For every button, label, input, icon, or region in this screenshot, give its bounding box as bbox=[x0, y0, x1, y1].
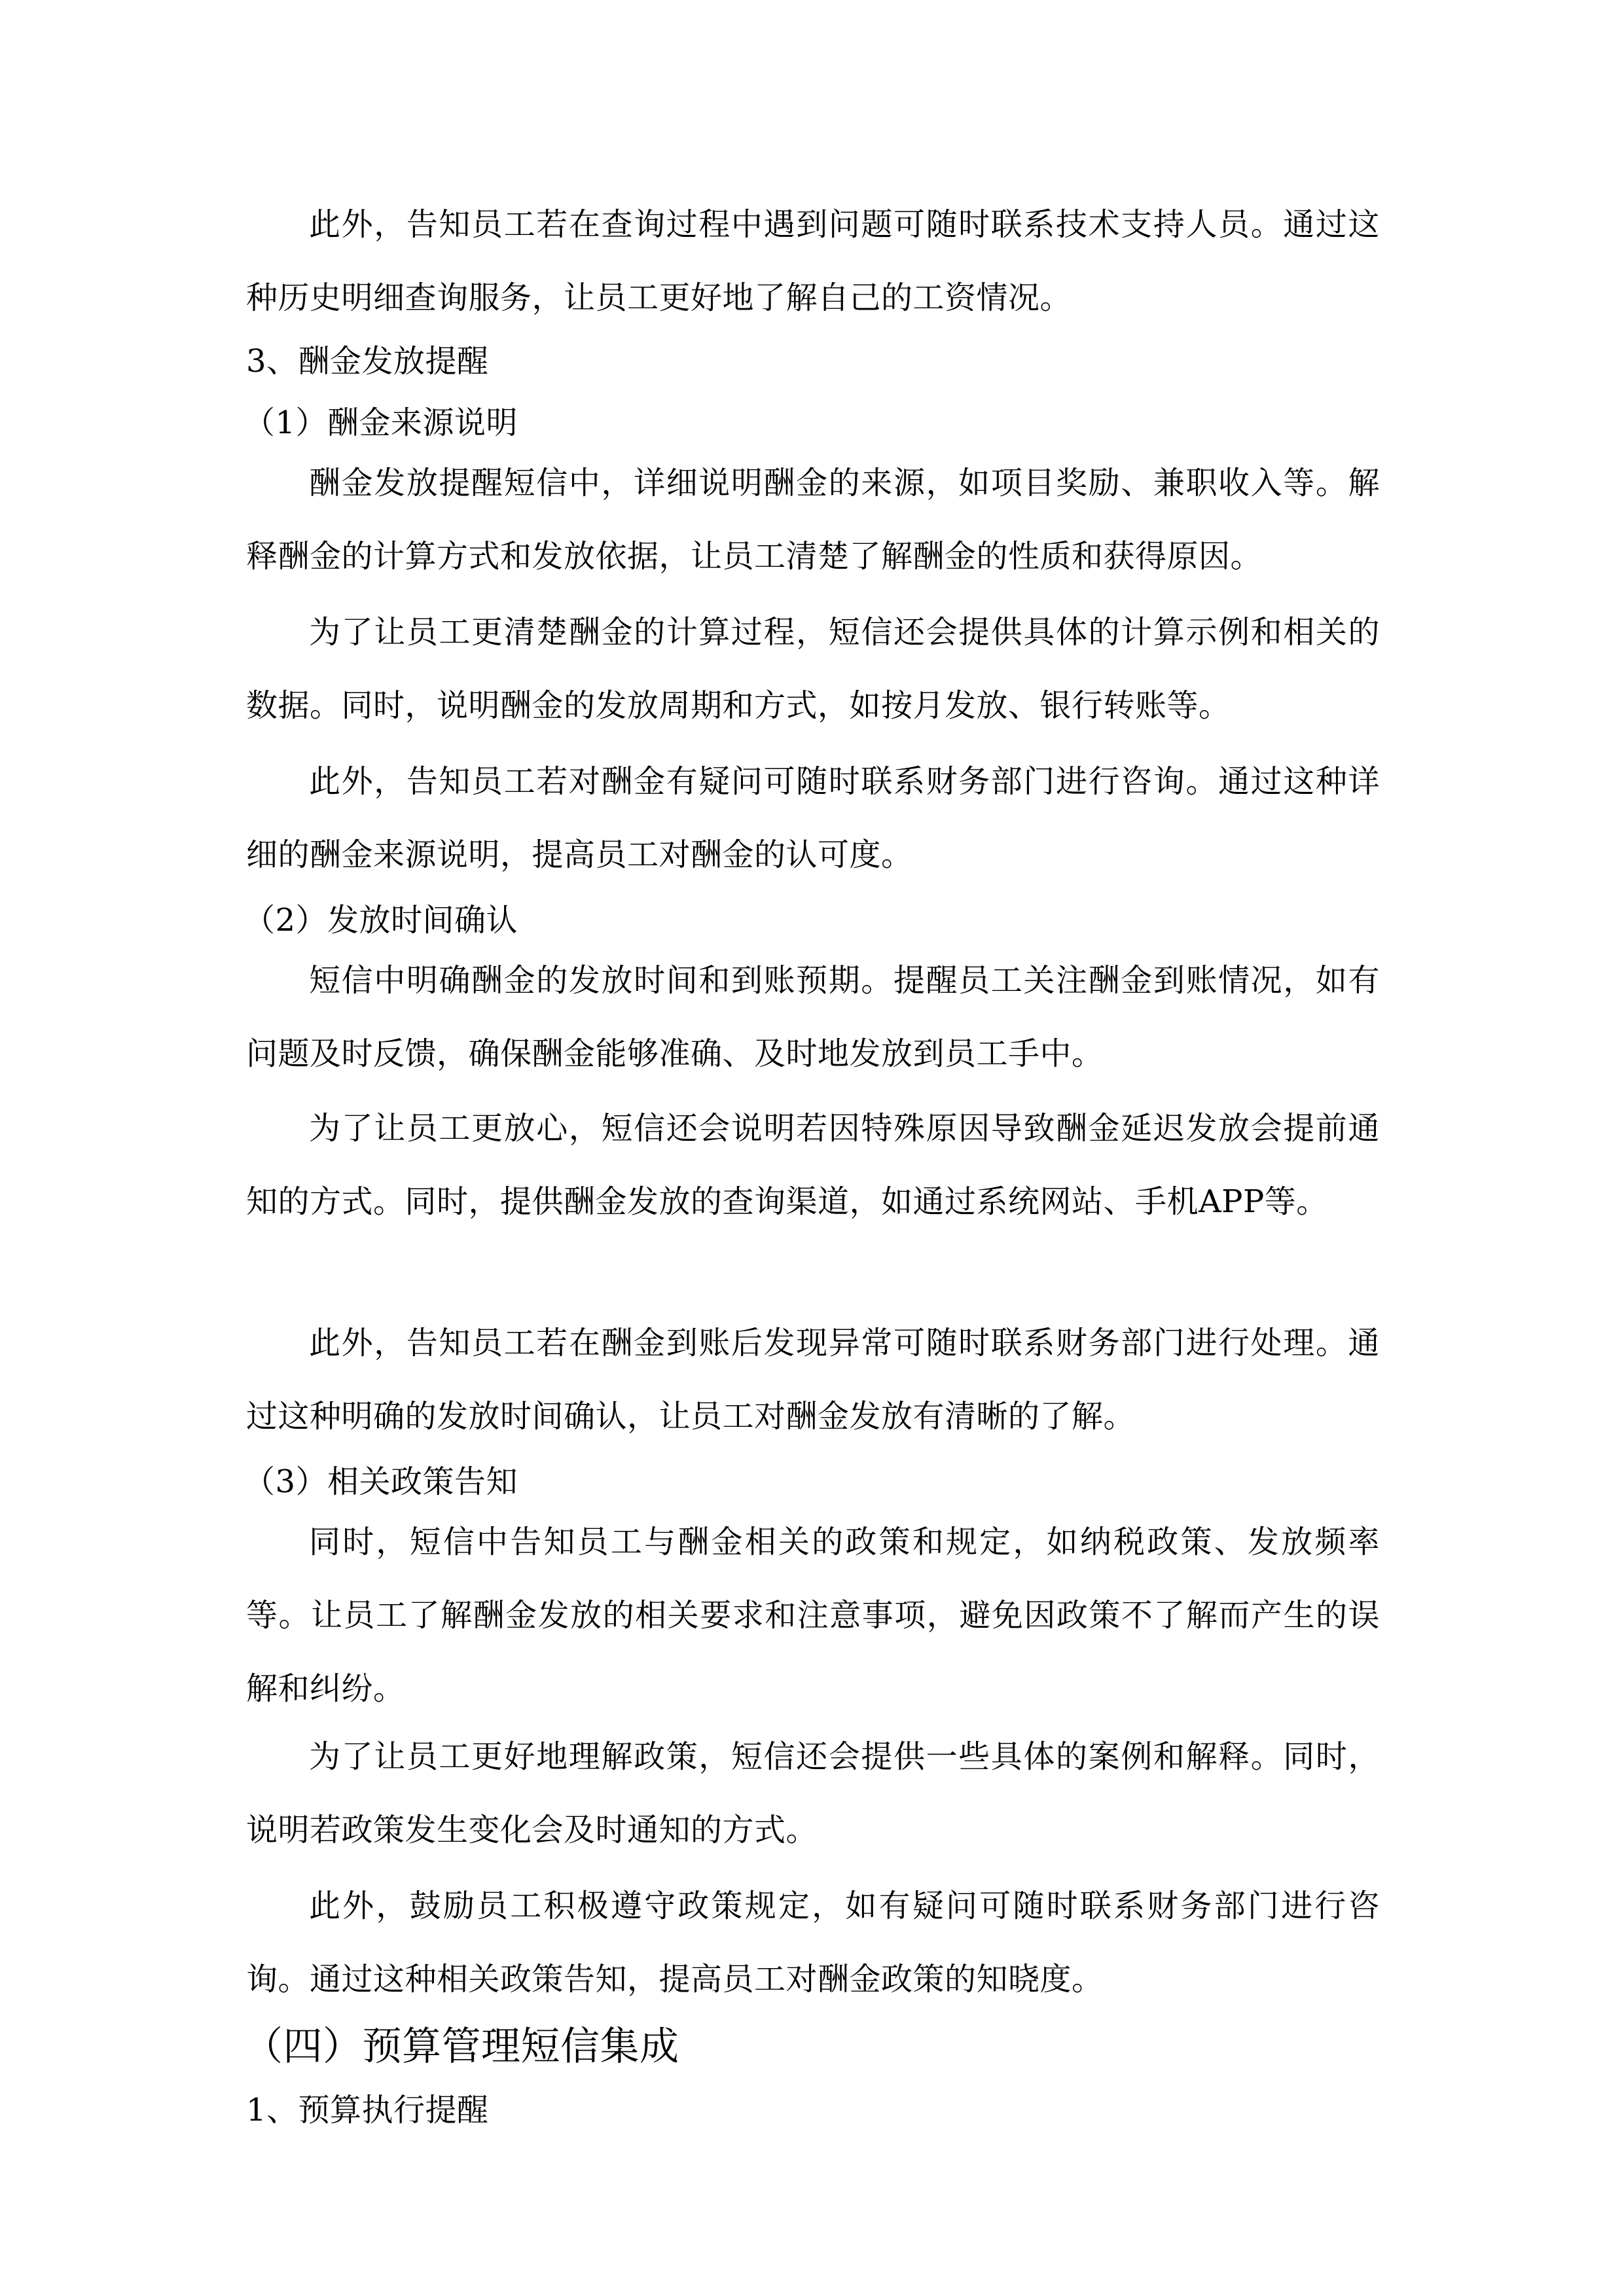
chapter-heading: （四）预算管理短信集成 bbox=[244, 2024, 679, 2070]
paragraph: 同时，短信中告知员工与酬金相关的政策和规定，如纳税政策、发放频率等。让员工了解酬金发放的相关要求和注意事项，避免因政策不了解而产生的误解和纠纷。 bbox=[246, 1524, 1380, 1707]
subsection-heading: （2）发放时间确认 bbox=[244, 902, 518, 939]
subsection-heading: （1）酬金来源说明 bbox=[244, 404, 518, 441]
paragraph: 此外，告知员工若在查询过程中遇到问题可随时联系技术支持人员。通过这种历史明细查询服务，让员工更好地了解自己的工资情况。 bbox=[246, 206, 1380, 316]
paragraph: 此外，鼓励员工积极遵守政策规定，如有疑问可随时联系财务部门进行咨询。通过这种相关政策告知，提高员工对酬金政策的知晓度。 bbox=[246, 1888, 1380, 1998]
section-heading: 3、酬金发放提醒 bbox=[246, 343, 489, 380]
paragraph: 此外，告知员工若在酬金到账后发现异常可随时联系财务部门进行处理。通过这种明确的发放时间确认，让员工对酬金发放有清晰的了解。 bbox=[246, 1325, 1380, 1435]
paragraph: 为了让员工更清楚酬金的计算过程，短信还会提供具体的计算示例和相关的数据。同时，说明酬金的发放周期和方式，如按月发放、银行转账等。 bbox=[246, 614, 1380, 724]
paragraph: 为了让员工更好地理解政策，短信还会提供一些具体的案例和解释。同时，说明若政策发生变化会及时通知的方式。 bbox=[246, 1738, 1380, 1848]
paragraph: 为了让员工更放心，短信还会说明若因特殊原因导致酬金延迟发放会提前通知的方式。同时，提供酬金发放的查询渠道，如通过系统网站、手机APP等。 bbox=[246, 1110, 1380, 1220]
paragraph: 酬金发放提醒短信中，详细说明酬金的来源，如项目奖励、兼职收入等。解释酬金的计算方式和发放依据，让员工清楚了解酬金的性质和获得原因。 bbox=[246, 465, 1380, 575]
paragraph: 短信中明确酬金的发放时间和到账预期。提醒员工关注酬金到账情况，如有问题及时反馈，确保酬金能够准确、及时地发放到员工手中。 bbox=[246, 962, 1380, 1072]
subsection-heading: （3）相关政策告知 bbox=[244, 1463, 518, 1500]
paragraph: 此外，告知员工若对酬金有疑问可随时联系财务部门进行咨询。通过这种详细的酬金来源说明，提高员工对酬金的认可度。 bbox=[246, 763, 1380, 873]
section-heading: 1、预算执行提醒 bbox=[246, 2092, 489, 2128]
